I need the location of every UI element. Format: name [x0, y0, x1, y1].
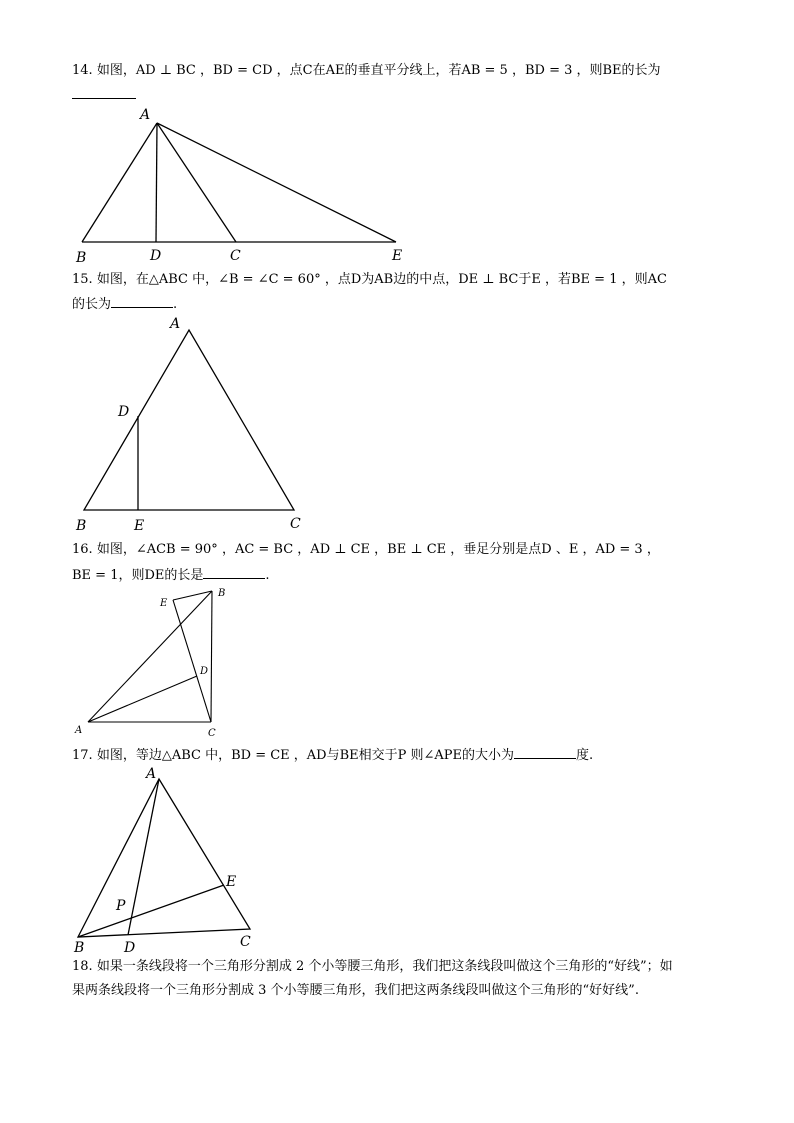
triangle-abc: [84, 330, 294, 510]
problem-17-line1: [72, 744, 593, 765]
label-a: A: [75, 725, 83, 736]
problem-14-number: 14.: [72, 63, 93, 78]
triangle-abc: [78, 779, 250, 937]
line-ab: [88, 591, 212, 722]
figure-14: [70, 100, 410, 265]
figure-15: [70, 312, 310, 537]
problem-16-text-2: BE = 1，则DE的长是: [72, 568, 204, 583]
label-e: E: [392, 248, 403, 264]
label-b: B: [76, 518, 87, 534]
label-c: C: [230, 248, 241, 264]
label-d: D: [200, 666, 209, 677]
line-ad: [128, 779, 159, 935]
line-be: [173, 591, 212, 600]
label-d: D: [150, 248, 162, 264]
answer-blank-17[interactable]: [514, 744, 576, 759]
label-c: C: [240, 934, 251, 950]
problem-15-line2: 的长为 .: [72, 293, 177, 314]
answer-blank-14[interactable]: [72, 84, 136, 99]
problem-14-text: 如图，AD ⊥ BC ，BD = CD ，点C在AE的垂直平分线上，若AB = 5 ，BD = 3 ，则BE的长为: [96, 63, 661, 78]
problem-16-line1: [72, 541, 660, 559]
problem-16-line2: BE = 1，则DE的长是 .: [72, 564, 270, 585]
line-ab: [82, 123, 157, 242]
label-b: B: [218, 588, 226, 599]
problem-17-unit: 度.: [576, 748, 594, 763]
problem-18-number: 18.: [72, 959, 93, 974]
problem-15-line1: [72, 271, 667, 289]
label-c: C: [208, 728, 216, 739]
label-e: E: [226, 874, 237, 890]
label-e: E: [134, 518, 145, 534]
line-ad: [88, 676, 197, 722]
problem-14-line1: [72, 62, 661, 80]
label-a: A: [170, 316, 181, 332]
label-a: A: [140, 107, 151, 123]
label-a: A: [146, 766, 157, 782]
label-d: D: [118, 404, 130, 420]
label-e: E: [160, 598, 168, 609]
figure-16: [70, 584, 240, 744]
problem-18-text-2: 果两条线段将一个三角形分割成 3 个小等腰三角形，我们把这两条线段叫做这个三角形的“好好线”.: [72, 983, 639, 998]
problem-15-text: 如图，在△ABC 中，∠B = ∠C = 60° ，点D为AB边的中点，DE ⊥ BC于E ，若BE = 1 ，则AC: [96, 272, 667, 287]
label-d: D: [124, 940, 136, 956]
problem-16-text: 如图，∠ACB = 90° ，AC = BC ，AD ⊥ CE ，BE ⊥ CE ，垂足分别是点D 、E ，AD = 3 ，: [96, 542, 660, 557]
figure-17: [70, 764, 270, 954]
label-p: P: [116, 898, 126, 914]
problem-18-line1: [72, 958, 673, 976]
problem-16-number: 16.: [72, 542, 93, 557]
problem-17-number: 17.: [72, 748, 93, 763]
line-ac: [157, 123, 236, 242]
line-be: [78, 885, 224, 937]
line-cb: [211, 591, 212, 722]
label-b: B: [76, 250, 87, 266]
problem-18-text: 如果一条线段将一个三角形分割成 2 个小等腰三角形，我们把这条线段叫做这个三角形的“好线”；如: [96, 959, 673, 974]
problem-15-text-2: 的长为: [72, 297, 112, 312]
problem-15-number: 15.: [72, 272, 93, 287]
problem-18-line2: [72, 982, 639, 1000]
label-b: B: [74, 940, 85, 956]
answer-blank-15[interactable]: [111, 293, 173, 308]
answer-blank-16[interactable]: [203, 564, 265, 579]
line-ae: [157, 123, 396, 242]
line-ce: [173, 600, 211, 722]
problem-17-text: 如图，等边△ABC 中，BD = CE ，AD与BE相交于P 则∠APE的大小为: [96, 748, 515, 763]
label-c: C: [290, 516, 301, 532]
line-ad: [156, 123, 157, 242]
